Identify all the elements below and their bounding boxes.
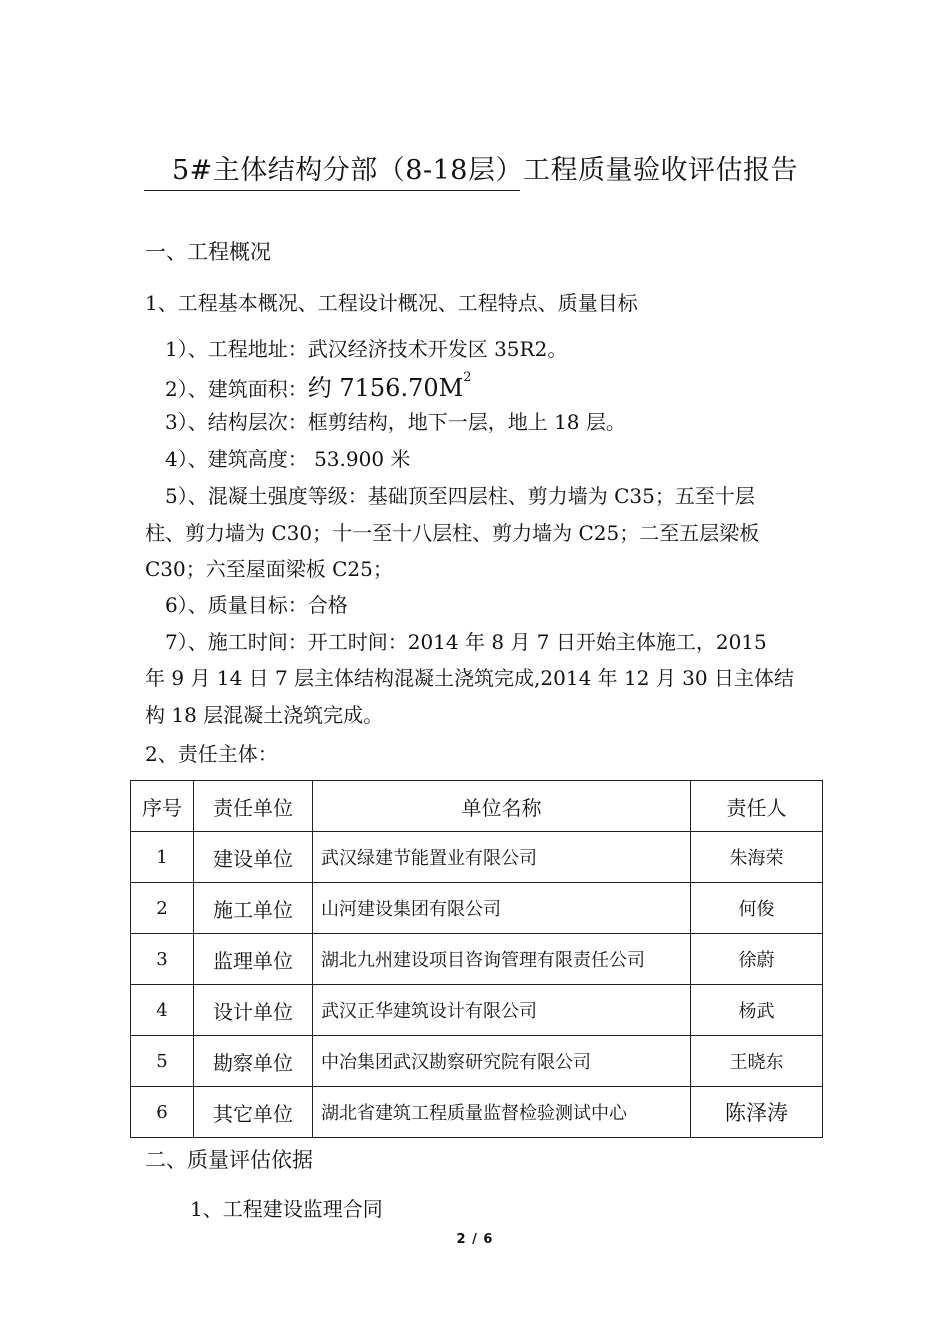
item-target: 6）、质量目标：合格: [165, 593, 348, 617]
item-height: 4）、建筑高度： 53.900 米: [165, 447, 411, 471]
section1-sub1: 1、工程基本概况、工程设计概况、工程特点、质量目标: [145, 291, 638, 315]
header-person: 责任人: [691, 781, 823, 832]
item-area-sup: 2: [463, 370, 472, 385]
row-type: 其它单位: [194, 1087, 313, 1138]
table-row: [131, 1036, 823, 1087]
responsibility-table: [130, 780, 823, 1138]
report-title: 5#主体结构分部（8-18层）工程质量验收评估报告: [172, 155, 798, 186]
row-type: 施工单位: [194, 883, 313, 934]
item-time-line2: 年 9 月 14 日 7 层主体结构混凝土浇筑完成,2014 年 12 月 30 日主体结: [145, 666, 794, 690]
header-name: 单位名称: [313, 781, 691, 832]
row-person: 杨武: [691, 985, 823, 1036]
row-num: 6: [131, 1087, 194, 1138]
row-name: 山河建设集团有限公司: [313, 883, 691, 934]
header-num: 序号: [131, 781, 194, 832]
row-name: 中冶集团武汉勘察研究院有限公司: [313, 1036, 691, 1087]
table-row: [131, 1087, 823, 1138]
header-type: 责任单位: [194, 781, 313, 832]
item-time-line1: 7）、施工时间：开工时间：2014 年 8 月 7 日开始主体施工，2015: [165, 630, 767, 654]
section1-sub2: 2、责任主体：: [145, 742, 278, 766]
row-num: 3: [131, 934, 194, 985]
item-area-value: 约 7156.70M: [307, 374, 464, 402]
row-person: 王晓东: [691, 1036, 823, 1087]
row-person: 陈泽涛: [691, 1087, 823, 1138]
row-type: 勘察单位: [194, 1036, 313, 1087]
row-person: 何俊: [691, 883, 823, 934]
row-person: 朱海荣: [691, 832, 823, 883]
row-name: 武汉正华建筑设计有限公司: [313, 985, 691, 1036]
row-num: 2: [131, 883, 194, 934]
title-underline: [144, 190, 520, 191]
table-row: [131, 934, 823, 985]
table-row: [131, 985, 823, 1036]
row-name: 武汉绿建节能置业有限公司: [313, 832, 691, 883]
item-concrete-line2: 柱、剪力墙为 C30；十一至十八层柱、剪力墙为 C25；二至五层梁板: [145, 521, 760, 545]
row-type: 监理单位: [194, 934, 313, 985]
item-time-line3: 构 18 层混凝土浇筑完成。: [145, 703, 384, 727]
row-person: 徐蔚: [691, 934, 823, 985]
row-num: 5: [131, 1036, 194, 1087]
item-concrete-line1: 5）、混凝土强度等级：基础顶至四层柱、剪力墙为 C35；五至十层: [165, 484, 755, 508]
row-type: 设计单位: [194, 985, 313, 1036]
item-address: 1）、工程地址：武汉经济技术开发区 35R2。: [165, 337, 568, 361]
item-levels: 3）、结构层次：框剪结构，地下一层，地上 18 层。: [165, 410, 626, 434]
table-header-row: [131, 781, 823, 832]
row-type: 建设单位: [194, 832, 313, 883]
row-num: 4: [131, 985, 194, 1036]
row-name: 湖北省建筑工程质量监督检验测试中心: [313, 1087, 691, 1138]
section2-item1: 1、工程建设监理合同: [190, 1197, 383, 1221]
row-num: 1: [131, 832, 194, 883]
section1-heading: 一、工程概况: [145, 240, 271, 264]
table-row: [131, 832, 823, 883]
table-row: [131, 883, 823, 934]
item-area-prefix: 2）、建筑面积：: [165, 377, 308, 401]
item-area: [165, 368, 471, 403]
section2-heading: 二、质量评估依据: [145, 1148, 313, 1172]
row-name: 湖北九州建设项目咨询管理有限责任公司: [313, 934, 691, 985]
item-concrete-line3: C30；六至屋面梁板 C25；: [145, 557, 393, 581]
page-number: 2 / 6: [456, 1232, 494, 1247]
